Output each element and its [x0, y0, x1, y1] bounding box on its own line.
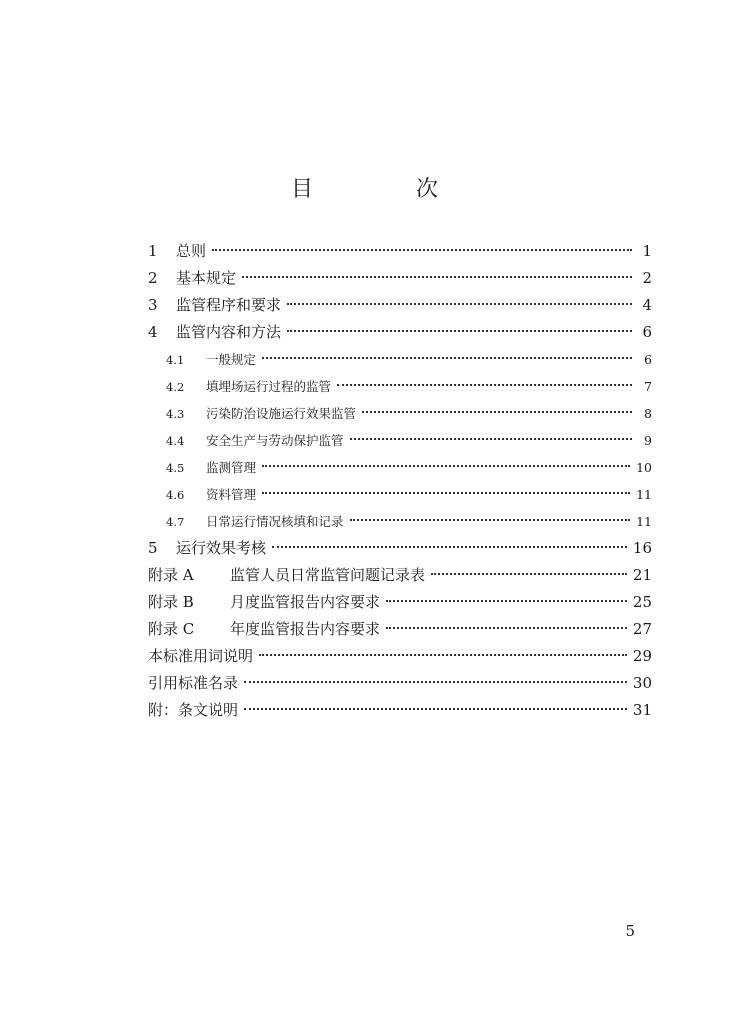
- toc-entry-label: 年度监管报告内容要求: [230, 620, 381, 638]
- dot-leader: [272, 546, 627, 548]
- toc-entry-number: 5: [148, 539, 158, 557]
- toc-entry-page: 21: [632, 566, 652, 584]
- toc-entry-label: 监测管理: [206, 460, 257, 475]
- toc-entry-number: 4.4: [166, 434, 185, 448]
- toc-entry-appendix-c[interactable]: [148, 616, 652, 643]
- toc-entry-page: 10: [636, 460, 652, 475]
- toc-entry-label: 资料管理: [206, 487, 257, 502]
- dot-leader: [244, 681, 627, 683]
- toc-entry-label: 监管程序和要求: [176, 296, 282, 314]
- toc-entry-number: 附录 A: [148, 566, 194, 584]
- toc-entry-number: 4: [148, 323, 158, 341]
- toc-entry-number: 2: [148, 269, 158, 287]
- toc-entry-label: 月度监管报告内容要求: [230, 593, 381, 611]
- toc-entry-number: 4.5: [166, 461, 185, 475]
- toc-entry-number: 4.7: [166, 515, 185, 529]
- toc-entry-number: 4.3: [166, 407, 185, 421]
- toc-entry-4-6[interactable]: [148, 481, 652, 508]
- toc-entry-4-5[interactable]: [148, 454, 652, 481]
- dot-leader: [262, 492, 630, 494]
- dot-leader: [244, 708, 627, 710]
- toc-entry-4-1[interactable]: [148, 346, 652, 373]
- toc-entry-label: 运行效果考核: [176, 539, 267, 557]
- toc-entry-page: 2: [642, 269, 652, 287]
- toc-entry-label: 监管内容和方法: [176, 323, 282, 341]
- toc-entry-label: 附：条文说明: [148, 701, 239, 719]
- toc-entry-1[interactable]: [148, 238, 652, 265]
- toc-entry-page: 27: [632, 620, 652, 638]
- toc-entry-page: 11: [636, 514, 652, 529]
- toc-entry-label: 安全生产与劳动保护监管: [206, 433, 344, 448]
- dot-leader: [350, 519, 631, 521]
- dot-leader: [337, 384, 632, 386]
- toc-entry-label: 引用标准名录: [148, 674, 239, 692]
- toc-entry-number: 附录 B: [148, 593, 194, 611]
- toc-entry-label: 填埋场运行过程的监管: [206, 379, 332, 394]
- toc-entry-label: 总则: [176, 242, 207, 260]
- toc-entry-4[interactable]: [148, 319, 652, 346]
- dot-leader: [262, 465, 630, 467]
- toc-entry-page: 6: [642, 323, 652, 341]
- toc-entry-page: 29: [632, 647, 652, 665]
- dot-leader: [259, 654, 627, 656]
- toc-entry-4-4[interactable]: [148, 427, 652, 454]
- toc-entry-label: 日常运行情况核填和记录: [206, 514, 344, 529]
- toc-entry-page: 4: [642, 296, 652, 314]
- toc-entry-number: 4.1: [166, 353, 185, 367]
- toc-entry-references[interactable]: [148, 670, 652, 697]
- toc-entry-3[interactable]: [148, 292, 652, 319]
- toc-entry-appendix-a[interactable]: [148, 562, 652, 589]
- dot-leader: [262, 357, 632, 359]
- toc-entry-label: 监管人员日常监管问题记录表: [230, 566, 426, 584]
- dot-leader: [212, 249, 632, 251]
- toc-entry-page: 11: [636, 487, 652, 502]
- toc-entry-number: 1: [148, 242, 158, 260]
- dot-leader: [362, 411, 632, 413]
- toc-entry-appendix-b[interactable]: [148, 589, 652, 616]
- toc-entry-terms[interactable]: [148, 643, 652, 670]
- toc-entry-page: 7: [644, 379, 652, 394]
- dot-leader: [386, 600, 627, 602]
- toc-entry-page: 1: [642, 242, 652, 260]
- toc-entry-2[interactable]: [148, 265, 652, 292]
- page-title: 目 次: [291, 177, 486, 202]
- table-of-contents: [148, 238, 652, 724]
- toc-entry-page: 6: [644, 352, 652, 367]
- toc-entry-explanation[interactable]: [148, 697, 652, 724]
- dot-leader: [287, 330, 632, 332]
- toc-entry-number: 4.6: [166, 488, 185, 502]
- toc-entry-4-7[interactable]: [148, 508, 652, 535]
- toc-entry-page: 25: [632, 593, 652, 611]
- toc-entry-label: 一般规定: [206, 352, 257, 367]
- toc-entry-4-3[interactable]: [148, 400, 652, 427]
- dot-leader: [386, 627, 627, 629]
- dot-leader: [287, 303, 632, 305]
- toc-entry-number: 4.2: [166, 380, 185, 394]
- dot-leader: [242, 276, 632, 278]
- toc-entry-4-2[interactable]: [148, 373, 652, 400]
- page-number: 5: [625, 922, 635, 940]
- dot-leader: [350, 438, 632, 440]
- toc-entry-5[interactable]: [148, 535, 652, 562]
- toc-entry-page: 9: [644, 433, 652, 448]
- toc-entry-page: 16: [632, 539, 652, 557]
- toc-entry-number: 附录 C: [148, 620, 195, 638]
- toc-entry-label: 基本规定: [176, 269, 237, 287]
- toc-entry-label: 本标准用词说明: [148, 647, 254, 665]
- dot-leader: [431, 573, 627, 575]
- toc-entry-page: 31: [632, 701, 652, 719]
- toc-entry-number: 3: [148, 296, 158, 314]
- toc-entry-page: 8: [644, 406, 652, 421]
- toc-entry-label: 污染防治设施运行效果监管: [206, 406, 357, 421]
- toc-entry-page: 30: [632, 674, 652, 692]
